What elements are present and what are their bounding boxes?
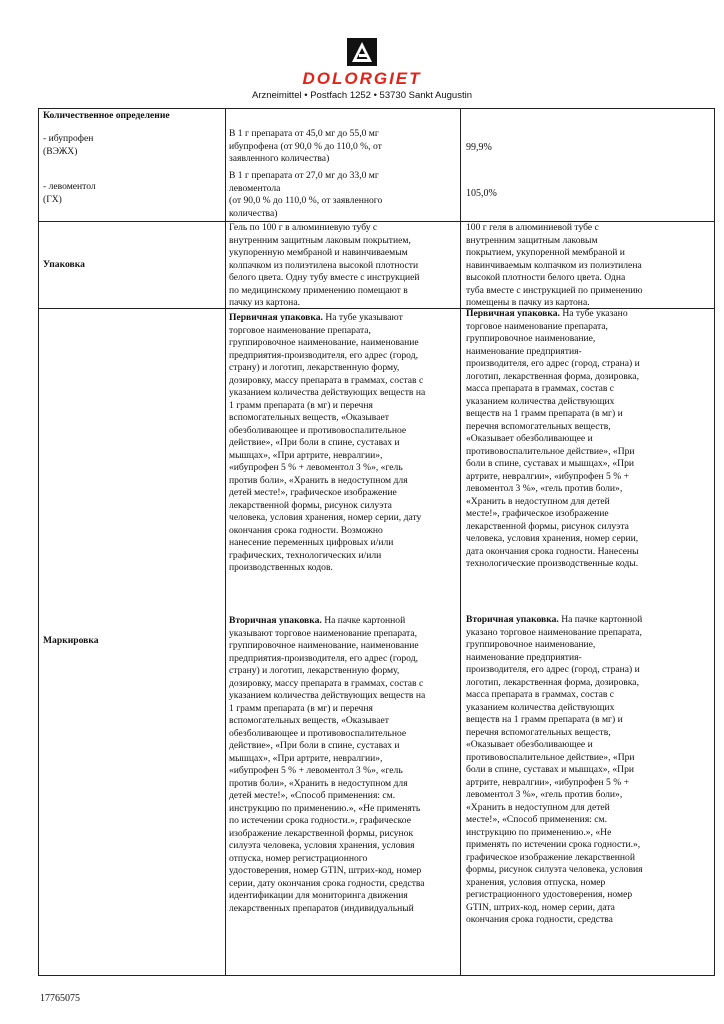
ibuprofen-label: - ибупрофен (ВЭЖХ) [43, 133, 94, 157]
brand-name: DOLORGIET [302, 69, 422, 88]
marking-result-secondary: Вторичная упаковка. На пачке картонной указано торговое наименование препарата, группировочное наименование, наименование предприятия- производителя, его адрес (город, страна) и логотип, лекарственная форма, дозировка, масса препарата в граммах, состав с указанием количества действующих веществ на 1 грамм препарата (в мг) и перечня вспомогательных веществ, «Оказывает обезболивающее и противовоспалительное действие», «При боли в спине, суставах и мышцах», «При артрите, невралгии», «ибупрофен 5 % + левоментол 3 %», «гель против боли», «Хранить в недоступном для детей месте!», «Способ применения: см. инструкцию по применению.», «Не применять по истечении срока годности.», графическое изображение лекарственной формы, рисунок силуэта человека, условия хранения, условия отпуска, номер регистрационного удостоверения, номер GTIN, штрих-код, номер серии, дата окончания срока годности, средства [466, 614, 643, 925]
column-divider [460, 109, 461, 975]
marking-spec-primary: Первичная упаковка. На тубе указывают торговое наименование препарата, группировочное наименование, наименование предприятия-производителя, его адрес (город, страну) и логотип, лекарственную форму, дозировку, массу препарата в граммах, состав с указанием количества действующих веществ на 1 грамм препарата (в мг) и перечня вспомогательных веществ, «Оказывает обезболивающее и противовоспалительное действие», «При боли в спине, суставах и мышцах», «При артрите, невралгии», «ибупрофен 5 % + левоментол 3 %», «гель против боли», «Хранить в недоступном для детей месте!», графическое изображение лекарственной формы, рисунок силуэта человека, условия хранения, номер серии, дату окончания срока годности. Возможно нанесение переменных цифровых и/или графических, технологических и/или производственных кодов. [229, 312, 426, 573]
ibuprofen-spec: В 1 г препарата от 45,0 мг до 55,0 мг ибупрофена (от 90,0 % до 110,0 %, от заявленного количества) [229, 128, 382, 164]
marking-label: Маркировка [43, 635, 99, 646]
ibuprofen-result: 99,9% [466, 142, 492, 153]
company-header [0, 38, 724, 101]
levomenthol-result: 105,0% [466, 188, 497, 199]
levomenthol-spec: В 1 г препарата от 27,0 мг до 33,0 мг левоментола (от 90,0 % до 110,0 %, от заявленного количества) [229, 170, 383, 219]
marking-result-primary: Первичная упаковка. На тубе указано торговое наименование препарата, группировочное наименование, наименование предприятия- производителя, его адрес (город, страна) и логотип, лекарственная форма, дозировка, масса препарата в граммах, состав с указанием количества действующих веществ на 1 грамм препарата (в мг) и перечня вспомогательных веществ, «Оказывает обезболивающее и противовоспалительное действие», «При боли в спине, суставах и мышцах», «При артрите, невралгии», «ибупрофен 5 % + левоментол 3 %», «гель против боли», «Хранить в недоступном для детей месте!», графическое изображение лекарственной формы, рисунок силуэта человека, условия хранения, номер серии, дата окончания срока годности. Нанесены технологические производственные коды. [466, 308, 640, 569]
levomenthol-label: - левоментол (ГХ) [43, 181, 96, 205]
packaging-result: 100 г геля в алюминиевой тубе с внутренним защитным лаковым покрытием, укупоренной мембраной и навинчиваемым колпачком из полиэтилена высокой плотности белого цвета. Одна туба вместе с инструкцией по применению помещены в пачку из картона. [466, 222, 643, 308]
packaging-label: Упаковка [43, 259, 85, 270]
packaging-spec: Гель по 100 г в алюминиевую тубу с внутренним защитным лаковым покрытием, укупоренную мембраной и навинчиваемым колпачком из полиэтилена высокой плотности белого цвета. Одну тубу вместе с инструкцией по медицинскому применению помещают в пачку из картона. [229, 222, 420, 308]
company-address: Arzneimittel • Postfach 1252 • 53730 Sankt Augustin [251, 90, 472, 101]
quant-title: Количественное определение [43, 110, 170, 121]
document-id: 17765075 [40, 993, 80, 1004]
marking-spec-secondary: Вторичная упаковка. На пачке картонной указывают торговое наименование препарата, группировочное наименование, наименование предприятия-производителя, его адрес (город, страну) и логотип, лекарственную форму, дозировку, массу препарата в граммах, состав с указанием количества действующих веществ на 1 грамм препарата (в мг) и перечня вспомогательных веществ, «Оказывает обезболивающее и противовоспалительное действие», «При боли в спине, суставах и мышцах», «При артрите, невралгии», «ибупрофен 5 % + левоментол 3 %», «гель против боли», «Хранить в недоступном для детей месте!», «Способ применения: см. инструкцию по применению.», «Не применять по истечении срока годности.», графическое изображение лекарственной формы, рисунок силуэта человека, условия хранения, условия отпуска, номер регистрационного удостоверения, номер GTIN, штрих-код, номер серии, дату окончания срока годности, средства идентификации для мониторинга движения лекарственных препаратов (индивидуальный [229, 615, 426, 914]
specification-table [38, 108, 715, 976]
column-divider [225, 109, 226, 975]
dolorgiet-logo-icon [347, 38, 377, 66]
